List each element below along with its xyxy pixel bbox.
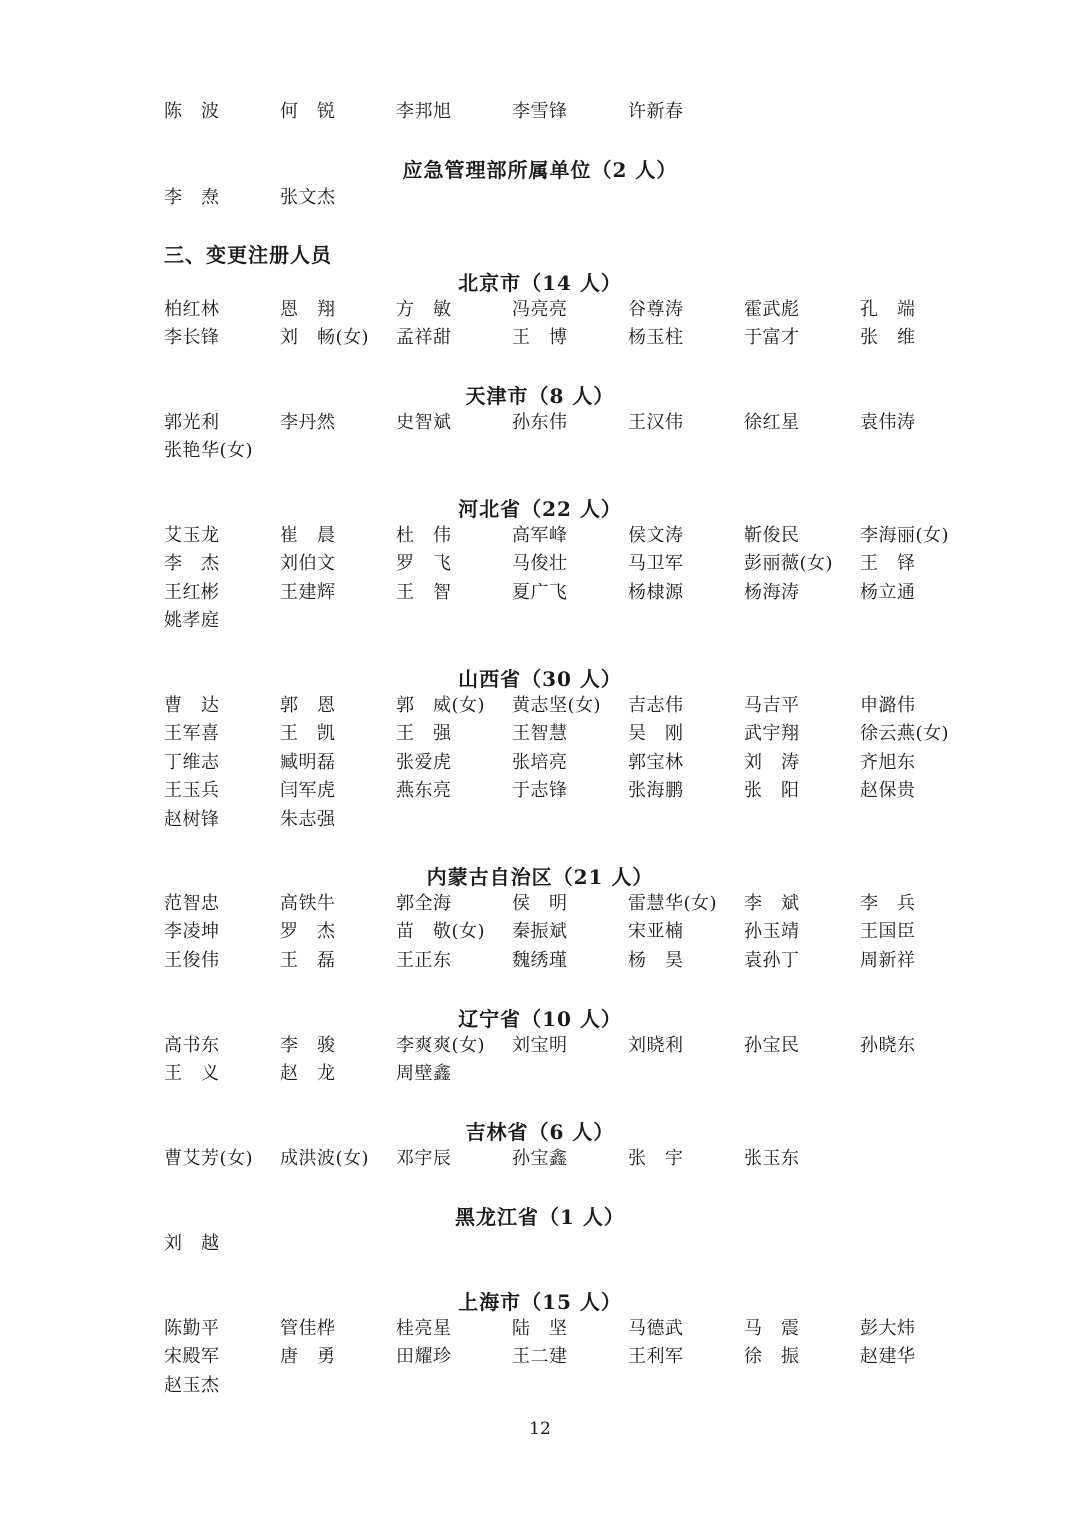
person-name: 燕东亮	[396, 780, 452, 802]
name-row	[0, 437, 1080, 467]
person-name: 马 震	[744, 1318, 800, 1339]
person-name: 何 锐	[280, 101, 336, 122]
person-name: 姚孝庭	[164, 610, 220, 632]
person-name: 史智斌	[396, 412, 452, 433]
person-name: 吴 刚	[628, 723, 684, 745]
group-heading: 天津市（8 人）	[465, 384, 615, 408]
person-name: 赵 龙	[280, 1063, 336, 1085]
person-name: 王二建	[512, 1346, 568, 1368]
person-name: 管佳桦	[280, 1318, 336, 1339]
person-name: 刘伯文	[280, 553, 336, 575]
person-name: 邓宇辰	[396, 1148, 452, 1169]
name-row	[0, 522, 1080, 552]
person-name: 高书东	[164, 1035, 220, 1056]
person-name: 杨棣源	[628, 581, 684, 603]
person-name: 高军峰	[512, 525, 568, 546]
name-row	[0, 550, 1080, 580]
person-name: 丁维志	[164, 751, 220, 773]
name-row	[0, 692, 1080, 722]
person-name: 唐 勇	[280, 1346, 336, 1368]
person-name: 夏广飞	[512, 581, 568, 603]
person-name: 王正东	[396, 949, 452, 971]
group-heading: 河北省（22 人）	[458, 497, 622, 521]
name-row	[0, 777, 1080, 807]
person-name: 赵玉杰	[164, 1374, 220, 1396]
person-name: 刘 涛	[744, 751, 800, 773]
group-heading: 辽宁省（10 人）	[458, 1007, 622, 1031]
person-name: 张 阳	[744, 780, 800, 802]
person-name: 张艳华(女)	[164, 440, 254, 462]
person-name: 陈勤平	[164, 1318, 220, 1339]
person-name: 于富才	[744, 327, 800, 349]
group-heading: 吉林省（6 人）	[465, 1120, 615, 1144]
person-name: 王 铎	[860, 553, 916, 575]
person-name: 王建辉	[280, 581, 336, 603]
person-name: 彭大炜	[860, 1318, 916, 1339]
group-heading: 北京市（14 人）	[458, 271, 622, 295]
person-name: 刘 越	[164, 1233, 220, 1254]
group-heading: 应急管理部所属单位（2 人）	[402, 158, 678, 182]
person-name: 张文杰	[280, 187, 336, 208]
name-row	[0, 1315, 1080, 1345]
person-name: 赵树锋	[164, 808, 220, 830]
person-name: 武宇翔	[744, 723, 800, 745]
page-number: 12	[529, 1419, 551, 1439]
person-name: 于志锋	[512, 780, 568, 802]
name-row	[0, 1230, 1080, 1260]
person-name: 张培亮	[512, 751, 568, 773]
person-name: 许新春	[628, 101, 684, 122]
person-name: 申潞伟	[860, 695, 916, 716]
person-name: 谷尊涛	[628, 299, 684, 320]
person-name: 秦振斌	[512, 921, 568, 943]
person-name: 闫军虎	[280, 780, 336, 802]
person-name: 恩 翔	[280, 299, 336, 320]
person-name: 刘 畅(女)	[280, 327, 370, 349]
person-name: 李邦旭	[396, 101, 452, 122]
person-name: 靳俊民	[744, 525, 800, 546]
person-name: 朱志强	[280, 808, 336, 830]
person-name: 袁孙丁	[744, 949, 800, 971]
section-title: 三、变更注册人员	[164, 243, 332, 267]
name-row	[0, 324, 1080, 354]
person-name: 陆 坚	[512, 1318, 568, 1339]
person-name: 王利军	[628, 1346, 684, 1368]
person-name: 曹艾芳(女)	[164, 1148, 254, 1169]
person-name: 魏绣瑾	[512, 949, 568, 971]
name-row	[0, 749, 1080, 779]
person-name: 彭丽薇(女)	[744, 553, 834, 575]
person-name: 刘晓利	[628, 1035, 684, 1056]
person-name: 刘宝明	[512, 1035, 568, 1056]
person-name: 王 凯	[280, 723, 336, 745]
name-row	[0, 890, 1080, 920]
person-name: 杨海涛	[744, 581, 800, 603]
group-heading: 黑龙江省（1 人）	[455, 1205, 625, 1229]
name-row	[0, 918, 1080, 948]
person-name: 孙宝民	[744, 1035, 800, 1056]
name-row	[0, 806, 1080, 836]
name-row	[0, 579, 1080, 609]
person-name: 柏红林	[164, 299, 220, 320]
person-name: 王汉伟	[628, 412, 684, 433]
person-name: 李 兵	[860, 893, 916, 914]
person-name: 杨玉柱	[628, 327, 684, 349]
person-name: 王智慧	[512, 723, 568, 745]
person-name: 孙宝鑫	[512, 1148, 568, 1169]
person-name: 李爽爽(女)	[396, 1035, 486, 1056]
person-name: 侯 明	[512, 893, 568, 914]
person-name: 王俊伟	[164, 949, 220, 971]
person-name: 张爱虎	[396, 751, 452, 773]
person-name: 周壁鑫	[396, 1063, 452, 1085]
person-name: 徐云燕(女)	[860, 723, 950, 745]
person-name: 艾玉龙	[164, 525, 220, 546]
name-row	[0, 1145, 1080, 1175]
person-name: 臧明磊	[280, 751, 336, 773]
person-name: 吉志伟	[628, 695, 684, 716]
person-name: 孔 端	[860, 299, 916, 320]
person-name: 李丹然	[280, 412, 336, 433]
name-row	[0, 184, 1080, 214]
person-name: 郭 威(女)	[396, 695, 486, 716]
person-name: 李 杰	[164, 553, 220, 575]
person-name: 李 斌	[744, 893, 800, 914]
person-name: 郭全海	[396, 893, 452, 914]
name-row	[0, 947, 1080, 977]
person-name: 马俊壮	[512, 553, 568, 575]
person-name: 王国臣	[860, 921, 916, 943]
person-name: 冯亮亮	[512, 299, 568, 320]
person-name: 张海鹏	[628, 780, 684, 802]
person-name: 陈 波	[164, 101, 220, 122]
person-name: 杨立通	[860, 581, 916, 603]
group-heading: 上海市（15 人）	[458, 1290, 622, 1314]
person-name: 罗 飞	[396, 553, 452, 575]
person-name: 田耀珍	[396, 1346, 452, 1368]
person-name: 雷慧华(女)	[628, 893, 718, 914]
person-name: 周新祥	[860, 949, 916, 971]
person-name: 桂亮星	[396, 1318, 452, 1339]
person-name: 孙东伟	[512, 412, 568, 433]
person-name: 曹 达	[164, 695, 220, 716]
person-name: 张 宇	[628, 1148, 684, 1169]
person-name: 王红彬	[164, 581, 220, 603]
person-name: 李 焘	[164, 187, 220, 208]
person-name: 李 骏	[280, 1035, 336, 1056]
person-name: 李海丽(女)	[860, 525, 950, 546]
person-name: 赵保贵	[860, 780, 916, 802]
person-name: 袁伟涛	[860, 412, 916, 433]
person-name: 郭宝林	[628, 751, 684, 773]
person-name: 郭光利	[164, 412, 220, 433]
person-name: 宋亚楠	[628, 921, 684, 943]
person-name: 侯文涛	[628, 525, 684, 546]
person-name: 徐 振	[744, 1346, 800, 1368]
group-heading: 内蒙古自治区（21 人）	[426, 865, 654, 889]
person-name: 杜 伟	[396, 525, 452, 546]
person-name: 王 智	[396, 581, 452, 603]
person-name: 王 博	[512, 327, 568, 349]
name-row	[0, 1060, 1080, 1090]
person-name: 李雪锋	[512, 101, 568, 122]
person-name: 齐旭东	[860, 751, 916, 773]
person-name: 郭 恩	[280, 695, 336, 716]
name-row	[0, 607, 1080, 637]
person-name: 霍武彪	[744, 299, 800, 320]
person-name: 罗 杰	[280, 921, 336, 943]
person-name: 崔 晨	[280, 525, 336, 546]
person-name: 高铁牛	[280, 893, 336, 914]
person-name: 马德武	[628, 1318, 684, 1339]
person-name: 李凌坤	[164, 921, 220, 943]
name-row	[0, 1032, 1080, 1062]
name-row	[0, 98, 1080, 128]
person-name: 王军喜	[164, 723, 220, 745]
person-name: 赵建华	[860, 1346, 916, 1368]
person-name: 张玉东	[744, 1148, 800, 1169]
person-name: 杨 昊	[628, 949, 684, 971]
person-name: 王 强	[396, 723, 452, 745]
name-row	[0, 296, 1080, 326]
person-name: 王玉兵	[164, 780, 220, 802]
person-name: 黄志坚(女)	[512, 695, 602, 716]
group-heading: 山西省（30 人）	[458, 667, 622, 691]
person-name: 孙玉靖	[744, 921, 800, 943]
name-row	[0, 720, 1080, 750]
person-name: 范智忠	[164, 893, 220, 914]
person-name: 方 敏	[396, 299, 452, 320]
person-name: 孙晓东	[860, 1035, 916, 1056]
person-name: 徐红星	[744, 412, 800, 433]
person-name: 成洪波(女)	[280, 1148, 370, 1169]
person-name: 王 磊	[280, 949, 336, 971]
person-name: 王 义	[164, 1063, 220, 1085]
person-name: 李长锋	[164, 327, 220, 349]
name-row	[0, 1372, 1080, 1402]
person-name: 宋殿军	[164, 1346, 220, 1368]
person-name: 张 维	[860, 327, 916, 349]
person-name: 苗 敬(女)	[396, 921, 486, 943]
person-name: 马吉平	[744, 695, 800, 716]
name-row	[0, 409, 1080, 439]
person-name: 马卫军	[628, 553, 684, 575]
name-row	[0, 1343, 1080, 1373]
person-name: 孟祥甜	[396, 327, 452, 349]
